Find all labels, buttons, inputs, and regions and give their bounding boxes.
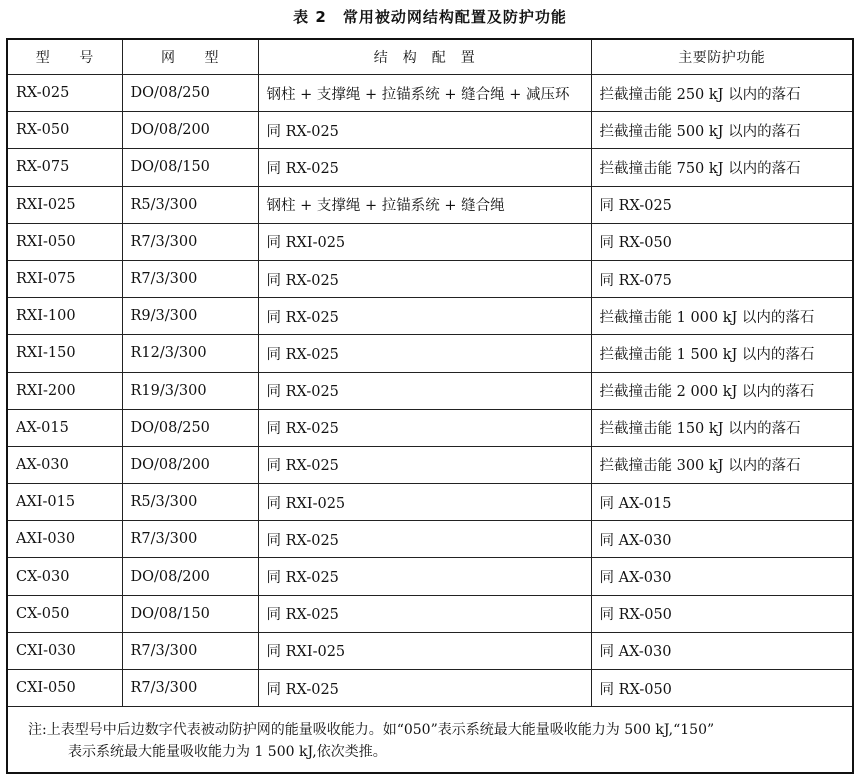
cell-net-type: R7/3/300 bbox=[122, 223, 258, 260]
config-table bbox=[8, 40, 852, 707]
cell-structure: 同 RXⅠ-025 bbox=[258, 223, 591, 260]
note-line-2: 表示系统最大能量吸收能力为 1 500 kJ,依次类推。 bbox=[68, 744, 387, 760]
table-row bbox=[8, 409, 852, 446]
cell-model: RXⅠ-200 bbox=[8, 372, 122, 409]
cell-net-type: DO/08/250 bbox=[122, 75, 258, 112]
cell-net-type: R5/3/300 bbox=[122, 186, 258, 223]
table-frame bbox=[6, 38, 854, 774]
table-note bbox=[8, 706, 852, 772]
cell-function: 拦截撞击能 250 kJ 以内的落石 bbox=[591, 75, 852, 112]
cell-net-type: DO/08/200 bbox=[122, 446, 258, 483]
table-row bbox=[8, 335, 852, 372]
cell-net-type: R7/3/300 bbox=[122, 632, 258, 669]
cell-structure: 同 RX-025 bbox=[258, 595, 591, 632]
table-row bbox=[8, 75, 852, 112]
header-net-type: 网 型 bbox=[122, 40, 258, 75]
table-row bbox=[8, 595, 852, 632]
cell-function: 同 AX-030 bbox=[591, 632, 852, 669]
cell-structure: 同 RXⅠ-025 bbox=[258, 484, 591, 521]
table-row bbox=[8, 260, 852, 297]
cell-net-type: R7/3/300 bbox=[122, 670, 258, 707]
cell-structure: 同 RX-025 bbox=[258, 446, 591, 483]
cell-function: 同 RX-050 bbox=[591, 670, 852, 707]
cell-function: 同 AX-015 bbox=[591, 484, 852, 521]
cell-function: 同 AX-030 bbox=[591, 521, 852, 558]
cell-net-type: R12/3/300 bbox=[122, 335, 258, 372]
cell-function: 同 RX-025 bbox=[591, 186, 852, 223]
cell-function: 拦截撞击能 1 500 kJ 以内的落石 bbox=[591, 335, 852, 372]
cell-structure: 同 RX-025 bbox=[258, 558, 591, 595]
table-row bbox=[8, 446, 852, 483]
cell-model: CX-030 bbox=[8, 558, 122, 595]
note-line-1: 注:上表型号中后边数字代表被动防护网的能量吸收能力。如“050”表示系统最大能量吸收能力为 500 kJ,“150” bbox=[28, 722, 715, 738]
cell-net-type: DO/08/250 bbox=[122, 409, 258, 446]
cell-model: AX-030 bbox=[8, 446, 122, 483]
cell-model: RXⅠ-050 bbox=[8, 223, 122, 260]
table-row bbox=[8, 632, 852, 669]
cell-structure: 同 RX-025 bbox=[258, 335, 591, 372]
cell-structure: 同 RX-025 bbox=[258, 298, 591, 335]
table-row bbox=[8, 484, 852, 521]
cell-model: RXⅠ-075 bbox=[8, 260, 122, 297]
cell-model: RX-075 bbox=[8, 149, 122, 186]
cell-model: AX-015 bbox=[8, 409, 122, 446]
cell-structure: 钢柱 + 支撑绳 + 拉锚系统 + 缝合绳 bbox=[258, 186, 591, 223]
cell-structure: 同 RX-025 bbox=[258, 670, 591, 707]
table-row bbox=[8, 558, 852, 595]
cell-net-type: R5/3/300 bbox=[122, 484, 258, 521]
table-row bbox=[8, 298, 852, 335]
cell-net-type: DO/08/150 bbox=[122, 149, 258, 186]
cell-structure: 钢柱 + 支撑绳 + 拉锚系统 + 缝合绳 + 减压环 bbox=[258, 75, 591, 112]
cell-structure: 同 RX-025 bbox=[258, 372, 591, 409]
table-caption: 表 2 常用被动网结构配置及防护功能 bbox=[293, 8, 567, 26]
table-row bbox=[8, 670, 852, 707]
cell-function: 拦截撞击能 150 kJ 以内的落石 bbox=[591, 409, 852, 446]
cell-function: 拦截撞击能 1 000 kJ 以内的落石 bbox=[591, 298, 852, 335]
header-model: 型 号 bbox=[8, 40, 122, 75]
cell-model: CXⅠ-050 bbox=[8, 670, 122, 707]
header-function: 主要防护功能 bbox=[591, 40, 852, 75]
table-row bbox=[8, 112, 852, 149]
cell-net-type: DO/08/150 bbox=[122, 595, 258, 632]
header-structure: 结 构 配 置 bbox=[258, 40, 591, 75]
cell-structure: 同 RX-025 bbox=[258, 409, 591, 446]
cell-structure: 同 RX-025 bbox=[258, 149, 591, 186]
cell-model: RX-050 bbox=[8, 112, 122, 149]
table-row bbox=[8, 521, 852, 558]
cell-model: RX-025 bbox=[8, 75, 122, 112]
cell-model: AXⅠ-015 bbox=[8, 484, 122, 521]
cell-model: RXⅠ-100 bbox=[8, 298, 122, 335]
cell-net-type: R7/3/300 bbox=[122, 521, 258, 558]
cell-model: RXⅠ-150 bbox=[8, 335, 122, 372]
cell-model: AXⅠ-030 bbox=[8, 521, 122, 558]
cell-net-type: R9/3/300 bbox=[122, 298, 258, 335]
table-row bbox=[8, 223, 852, 260]
table-row bbox=[8, 186, 852, 223]
cell-net-type: DO/08/200 bbox=[122, 112, 258, 149]
cell-net-type: DO/08/200 bbox=[122, 558, 258, 595]
cell-model: CX-050 bbox=[8, 595, 122, 632]
cell-function: 拦截撞击能 750 kJ 以内的落石 bbox=[591, 149, 852, 186]
cell-structure: 同 RXⅠ-025 bbox=[258, 632, 591, 669]
header-row bbox=[8, 40, 852, 75]
cell-structure: 同 RX-025 bbox=[258, 260, 591, 297]
table-row bbox=[8, 372, 852, 409]
cell-function: 同 AX-030 bbox=[591, 558, 852, 595]
cell-model: CXⅠ-030 bbox=[8, 632, 122, 669]
cell-function: 拦截撞击能 2 000 kJ 以内的落石 bbox=[591, 372, 852, 409]
cell-function: 同 RX-050 bbox=[591, 223, 852, 260]
cell-structure: 同 RX-025 bbox=[258, 112, 591, 149]
cell-net-type: R19/3/300 bbox=[122, 372, 258, 409]
cell-function: 拦截撞击能 300 kJ 以内的落石 bbox=[591, 446, 852, 483]
cell-function: 同 RX-050 bbox=[591, 595, 852, 632]
cell-structure: 同 RX-025 bbox=[258, 521, 591, 558]
cell-model: RXⅠ-025 bbox=[8, 186, 122, 223]
table-row bbox=[8, 149, 852, 186]
cell-function: 拦截撞击能 500 kJ 以内的落石 bbox=[591, 112, 852, 149]
cell-function: 同 RX-075 bbox=[591, 260, 852, 297]
cell-net-type: R7/3/300 bbox=[122, 260, 258, 297]
